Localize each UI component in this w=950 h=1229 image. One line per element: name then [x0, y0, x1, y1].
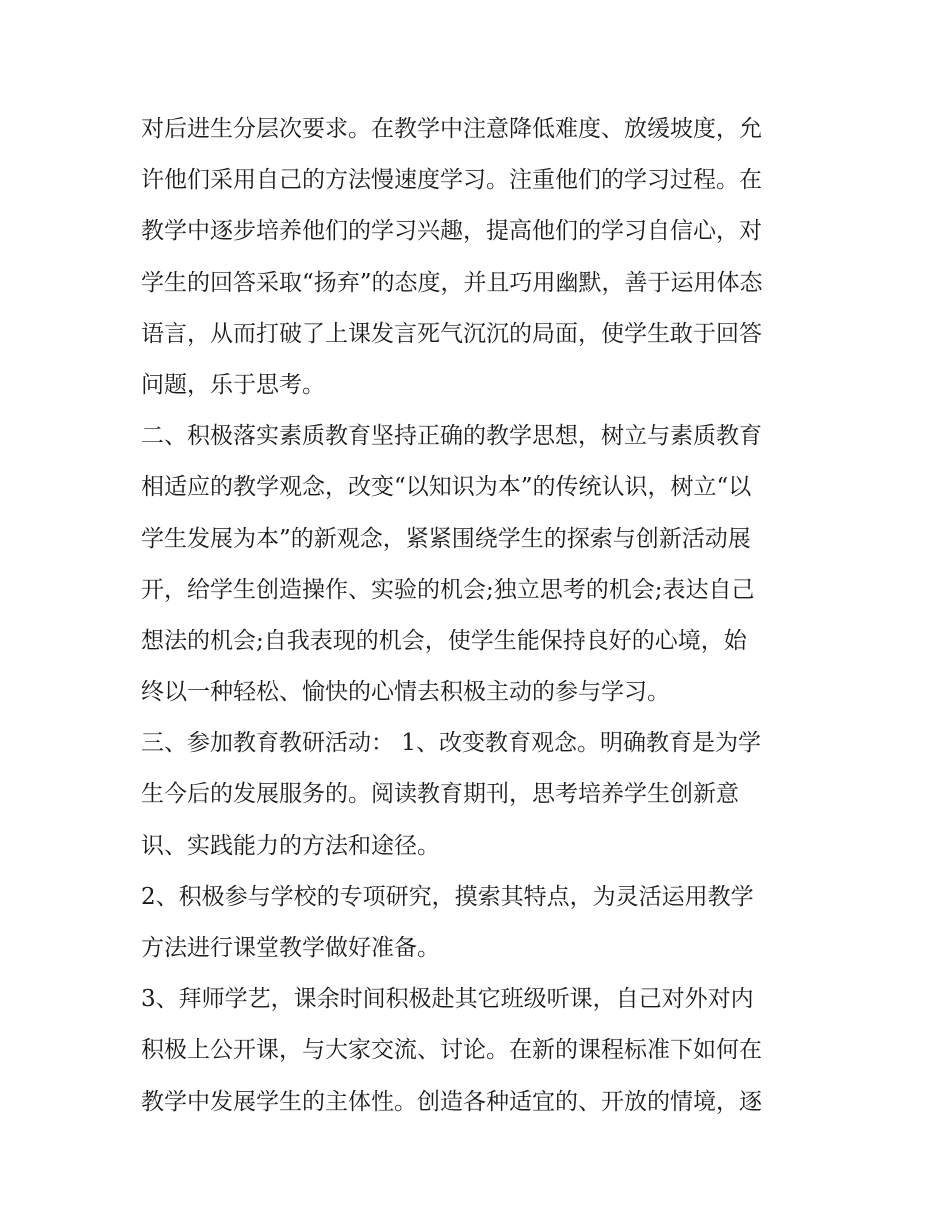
text-line: 三、参加教育教研活动： 1、改变教育观念。明确教育是为学	[141, 730, 761, 757]
text-line: 识、实践能力的方法和途径。	[141, 832, 440, 859]
text-line: 积极上公开课，与大家交流、讨论。在新的课程标准下如何在	[141, 1037, 762, 1064]
text-line: 教学中逐步培养他们的学习兴趣，提高他们的学习自信心，对	[141, 218, 762, 245]
text-line: 想法的机会;自我表现的机会，使学生能保持良好的心境，始	[141, 627, 747, 654]
text-line: 二、积极落实素质教育坚持正确的教学思想，树立与素质教育	[141, 423, 762, 450]
text-line: 终以一种轻松、愉快的心情去积极主动的参与学习。	[141, 679, 670, 706]
text-line: 相适应的教学观念，改变“以知识为本”的传统认识，树立“以	[141, 474, 752, 501]
text-line: 语言，从而打破了上课发言死气沉沉的局面，使学生敢于回答	[141, 320, 762, 347]
document-body	[141, 104, 821, 1128]
text-line: 教学中发展学生的主体性。创造各种适宜的、开放的情境，逐	[141, 1088, 762, 1115]
text-line: 学生的回答采取“扬弃”的态度，并且巧用幽默，善于运用体态	[141, 269, 763, 296]
text-line: 2、积极参与学校的专项研究，摸索其特点，为灵活运用教学	[141, 883, 754, 910]
text-line: 3、拜师学艺，课余时间积极赴其它班级听课，自己对外对内	[141, 986, 754, 1013]
text-line: 开，给学生创造操作、实验的机会;独立思考的机会;表达自己	[141, 576, 755, 603]
text-line: 对后进生分层次要求。在教学中注意降低难度、放缓坡度，允	[141, 116, 762, 142]
text-line: 许他们采用自己的方法慢速度学习。注重他们的学习过程。在	[141, 167, 762, 194]
text-line: 生今后的发展服务的。阅读教育期刊，思考培养学生创新意	[141, 781, 739, 808]
text-line: 方法进行课堂教学做好准备。	[141, 935, 440, 961]
text-line: 学生发展为本”的新观念，紧紧围绕学生的探索与创新活动展	[141, 525, 751, 552]
text-line: 问题，乐于思考。	[141, 371, 325, 398]
